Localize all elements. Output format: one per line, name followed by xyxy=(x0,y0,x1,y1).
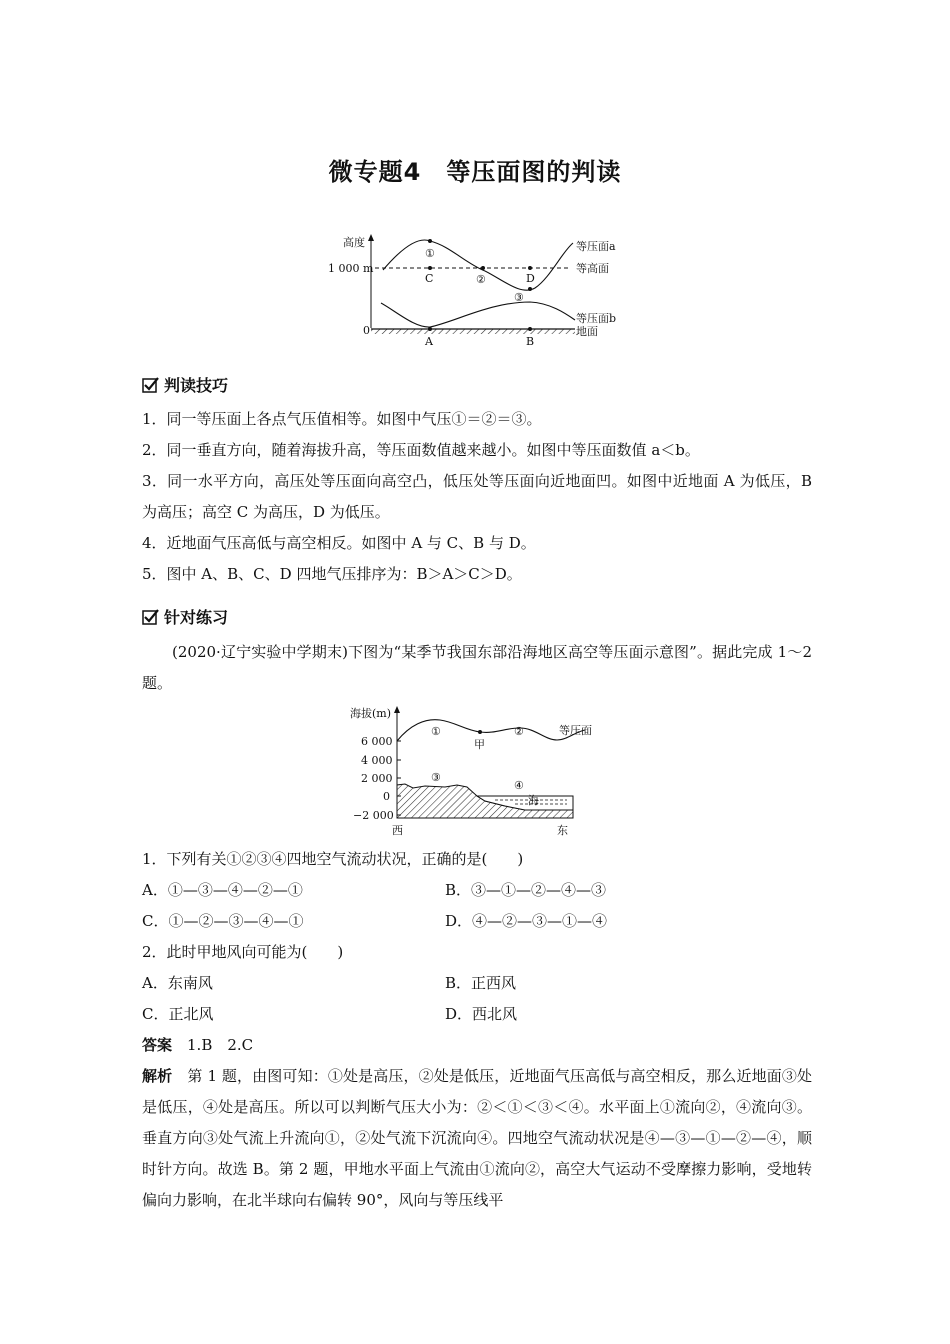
question-2-option-d: D．西北风 xyxy=(445,1005,518,1023)
question-2-option-a: A．东南风 xyxy=(142,974,213,992)
point-b-dot xyxy=(528,327,532,331)
label-point-c: C xyxy=(425,272,434,285)
label-point-4: ④ xyxy=(514,779,524,792)
section-heading-practice xyxy=(142,605,228,628)
checkbox-check-icon xyxy=(142,608,160,626)
point-jia-dot xyxy=(478,730,482,734)
label-sea: 海 xyxy=(528,794,539,807)
label-surface-b: 等压面b xyxy=(576,312,617,325)
answer-label: 答案 xyxy=(142,1036,173,1054)
label-point-b: B xyxy=(526,335,535,348)
label-point-3: ③ xyxy=(514,291,524,304)
label-west: 西 xyxy=(392,824,403,837)
question-2-stem: 2．此时甲地风向可能为( ) xyxy=(142,943,344,961)
y-axis-arrow xyxy=(394,706,400,713)
question-2-option-b: B．正西风 xyxy=(445,974,517,992)
answer-line xyxy=(142,1030,812,1061)
tick-2000: 2 000 xyxy=(361,772,393,785)
label-east: 东 xyxy=(557,824,568,837)
tip-3: 3．同一水平方向，高压处等压面向高空凸，低压处等压面向近地面凹。如图中近地面 A 为低压，B 为高压；高空 C 为高压，D 为低压。 xyxy=(142,472,812,521)
point-d-dot xyxy=(528,266,532,270)
label-point-2: ② xyxy=(476,273,486,286)
label-surface-a: 等压面a xyxy=(576,240,616,253)
section-heading-text: 针对练习 xyxy=(164,608,229,627)
point-c-dot xyxy=(428,266,432,270)
question-1-option-c: C．①—②—③—④—① xyxy=(142,912,304,930)
section-heading-text: 判读技巧 xyxy=(164,376,229,395)
point-2-dot xyxy=(481,266,485,270)
tick-0: 0 xyxy=(363,324,370,337)
page-title: 微专题4 等压面图的判读 xyxy=(328,158,622,186)
label-point-a: A xyxy=(425,335,433,348)
tick-neg2000: −2 000 xyxy=(353,809,394,822)
y-axis-arrow xyxy=(368,234,374,241)
label-point-1: ① xyxy=(425,247,435,260)
label-point-3: ③ xyxy=(431,771,441,784)
question-1-stem: 1．下列有关①②③④四地空气流动状况，正确的是( ) xyxy=(142,850,524,868)
question-1-option-a: A．①—③—④—②—① xyxy=(142,881,303,899)
label-point-2: ② xyxy=(514,725,524,738)
question-2-option-c: C．正北风 xyxy=(142,1005,214,1023)
label-point-d: D xyxy=(526,272,535,285)
tip-5: 5．图中 A、B、C、D 四地气压排序为：B＞A＞C＞D。 xyxy=(142,565,522,583)
y-axis-label: 海拔(m) xyxy=(350,707,392,720)
tick-6000: 6 000 xyxy=(361,735,393,748)
question-1-option-d: D．④—②—③—①—④ xyxy=(445,912,608,930)
point-3-dot xyxy=(528,287,532,291)
tick-1000m: 1 000 m xyxy=(328,262,374,275)
checkbox-check-icon xyxy=(142,376,160,394)
analysis-label: 解析 xyxy=(142,1067,173,1085)
question-intro: (2020·辽宁实验中学期末)下图为“某季节我国东部沿海地区高空等压面示意图”。据此完成 1～2 题。 xyxy=(142,643,812,692)
ground-hatch xyxy=(371,329,575,334)
point-a-dot xyxy=(428,327,432,331)
label-isoheight: 等高面 xyxy=(576,262,609,275)
figure-isobaric-surfaces xyxy=(325,228,635,352)
isobaric-surface xyxy=(397,720,585,741)
label-point-1: ① xyxy=(431,725,441,738)
label-ground: 地面 xyxy=(576,325,598,338)
tick-4000: 4 000 xyxy=(361,754,393,767)
answer-text: 1.B 2.C xyxy=(172,1036,254,1054)
figure-coastal-isobaric xyxy=(345,700,615,842)
tip-4: 4．近地面气压高低与高空相反。如图中 A 与 C、B 与 D。 xyxy=(142,534,536,552)
label-surface: 等压面 xyxy=(559,724,592,737)
question-1-option-b: B．③—①—②—④—③ xyxy=(445,881,607,899)
point-1-dot xyxy=(428,239,432,243)
analysis-paragraph xyxy=(142,1061,812,1216)
tip-1: 1．同一等压面上各点气压值相等。如图中气压①＝②＝③。 xyxy=(142,410,542,428)
label-point-jia: 甲 xyxy=(474,738,485,751)
analysis-text: 第 1 题，由图可知：①处是高压，②处是低压，近地面气压高低与高空相反，那么近地面③处是低压，④处是高压。所以可以判断气压大小为：②＜①＜③＜④。水平面上①流向②，④流向③。垂直方向③处气流上升流向①，②处气流下沉流向④。四地空气流动状况是④—③—①—②—④，顺时针方向。故选 B。第 2 题，甲地水平面上气流由①流向②，高空大气运动不受摩擦力影响，受地转偏向力影响，在北半球向右偏转 90°，风向与等压线平 xyxy=(142,1067,812,1209)
section-heading-reading-tips xyxy=(142,373,228,396)
isobaric-surface-b xyxy=(381,302,575,327)
y-axis-label: 高度 xyxy=(343,236,365,249)
tick-0: 0 xyxy=(383,790,390,803)
tip-2: 2．同一垂直方向，随着海拔升高，等压面数值越来越小。如图中等压面数值 a＜b。 xyxy=(142,441,700,459)
